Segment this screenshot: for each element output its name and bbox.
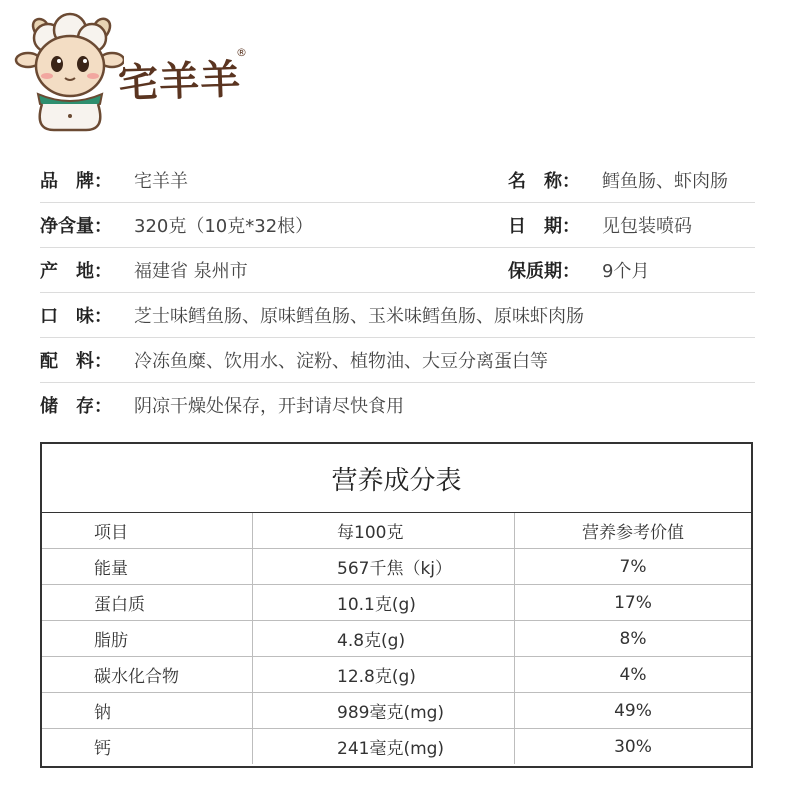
info-value: 阴凉干燥处保存，开封请尽快食用 [134,396,404,417]
info-label: 产 地： [40,261,112,282]
info-label: 名 称： [508,171,580,192]
table-row [42,729,751,764]
nutrient-nrv: 7% [514,549,751,584]
nutrient-nrv: 8% [514,621,751,656]
nutrient-nrv: 30% [514,729,751,764]
product-info [40,158,755,427]
table-row [42,621,751,657]
nutrient-amount: 12.8克(g) [252,657,514,692]
info-value: 芝士味鳕鱼肠、原味鳕鱼肠、玉米味鳕鱼肠、原味虾肉肠 [134,306,584,327]
info-value: 鳕鱼肠、虾肉肠 [602,171,728,192]
info-row-origin [40,248,755,293]
sheep-mascot-icon [14,8,124,133]
info-row-net-weight [40,203,755,248]
nutrition-table [40,442,753,768]
table-row [42,585,751,621]
nutrient-amount: 4.8克(g) [252,621,514,656]
nutrient-nrv: 49% [514,693,751,728]
info-label: 日 期： [508,216,580,237]
nutrient-nrv: 17% [514,585,751,620]
nutrient-name: 碳水化合物 [94,667,179,687]
nutrient-amount: 567千焦（kj） [252,549,514,584]
info-label: 配 料： [40,351,112,372]
header-per-100g: 每100克 [252,513,514,548]
info-value: 宅羊羊 [134,171,188,192]
info-row-ingredients [40,338,755,383]
brand-logo [14,8,264,138]
info-value: 冷冻鱼糜、饮用水、淀粉、植物油、大豆分离蛋白等 [134,351,548,372]
nutrient-amount: 241毫克(mg) [252,729,514,764]
info-label: 品 牌： [40,171,112,192]
nutrient-name: 脂肪 [94,631,128,651]
table-row [42,657,751,693]
nutrient-name: 蛋白质 [94,595,145,615]
nutrient-name: 能量 [94,559,128,579]
info-value: 320克（10克*32根） [134,216,314,237]
info-label: 净含量： [40,216,112,237]
info-label: 口 味： [40,306,112,327]
info-row-storage [40,383,755,427]
header-nrv: 营养参考价值 [514,513,751,548]
info-label: 保质期： [508,261,580,282]
table-row [42,693,751,729]
info-row-flavor [40,293,755,338]
nutrient-nrv: 4% [514,657,751,692]
registered-mark: ® [236,46,247,59]
nutrition-header-row [42,513,751,549]
info-value: 9个月 [602,261,650,282]
nutrient-amount: 10.1克(g) [252,585,514,620]
info-value: 见包装喷码 [602,216,692,237]
nutrient-amount: 989毫克(mg) [252,693,514,728]
nutrient-name: 钙 [94,739,111,759]
info-row-brand [40,158,755,203]
header-item: 项目 [94,523,128,543]
info-value: 福建省 泉州市 [134,261,248,282]
table-row [42,549,751,585]
nutrition-title: 营养成分表 [42,444,751,513]
info-label: 储 存： [40,396,112,417]
brand-name: 宅羊羊 [117,56,242,108]
nutrient-name: 钠 [94,703,111,723]
